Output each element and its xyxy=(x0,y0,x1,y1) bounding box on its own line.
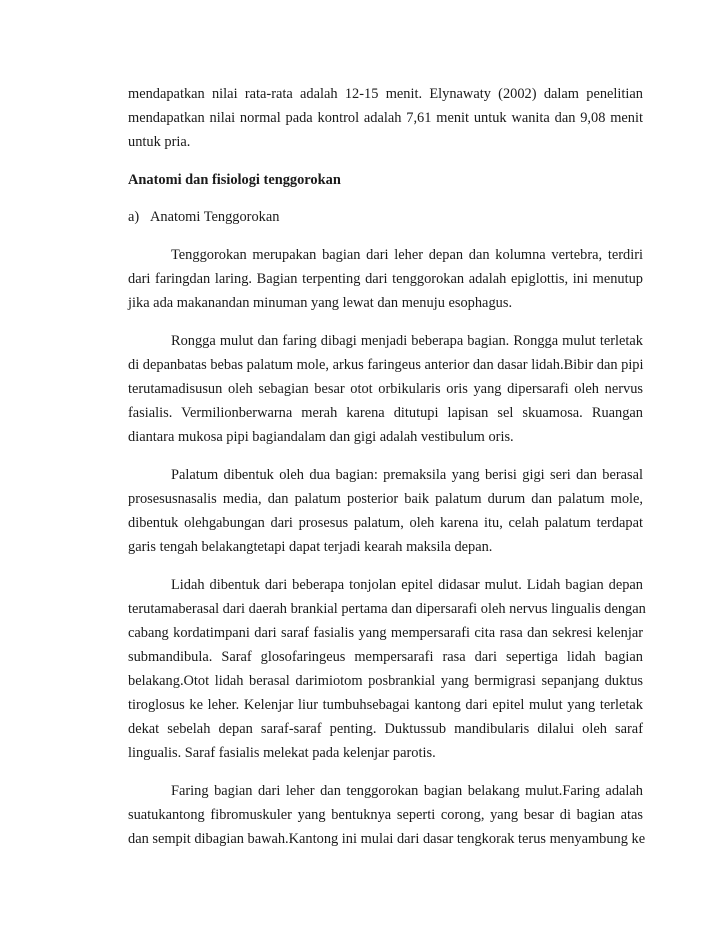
text-line: diantara mukosa pipi bagiandalam dan gigi adalah vestibulum oris. xyxy=(128,429,514,446)
subsection-title: Anatomi Tenggorokan xyxy=(150,209,280,226)
subsection-heading xyxy=(128,205,643,229)
paragraph-lidah xyxy=(128,573,646,766)
section-heading: Anatomi dan fisiologi tenggorokan xyxy=(128,171,341,188)
text-line: untuk pria. xyxy=(128,134,191,151)
text-line: submandibula. Saraf glosofaringeus mempersarafi rasa dari sepertiga lidah bagian xyxy=(128,648,643,665)
text-line: dibentuk olehgabungan dari prosesus palatum, oleh karena itu, celah palatum terdapat xyxy=(128,514,643,531)
text-line: tiroglosus ke leher. Kelenjar liur tumbuhsebagai kantong dari epitel mulut yang terletak xyxy=(128,697,643,714)
text-line: dekat sebelah depan saraf-saraf penting. Duktussub mandibularis dilalui oleh saraf xyxy=(128,721,643,738)
text-line: dan sempit dibagian bawah.Kantong ini mulai dari dasar tengkorak terus menyambung ke xyxy=(128,831,646,848)
text-line: suatukantong fibromuskuler yang bentuknya seperti corong, yang besar di bagian atas xyxy=(128,806,643,823)
text-line: mendapatkan nilai normal pada kontrol adalah 7,61 menit untuk wanita dan 9,08 menit xyxy=(128,110,643,127)
text-line: cabang kordatimpani dari saraf fasialis yang mempersarafi cita rasa dan sekresi kelenjar xyxy=(128,624,643,641)
text-line: di depanbatas bebas palatum mole, arkus faringeus anterior dan dasar lidah.Bibir dan pipi xyxy=(128,356,644,373)
list-marker: a) xyxy=(128,209,140,226)
paragraph-faring xyxy=(128,779,646,851)
text-line: belakang.Otot lidah berasal darimiotom posbrankial yang bermigrasi sepanjang duktus xyxy=(128,672,643,689)
text-line: Faring bagian dari leher dan tenggorokan bagian belakang mulut.Faring adalah xyxy=(171,782,643,799)
text-line: jika ada makanandan minuman yang lewat dan menuju esophagus. xyxy=(128,295,513,312)
text-line: garis tengah belakangtetapi dapat terjadi kearah maksila depan. xyxy=(128,539,493,555)
text-line: terutamadisusun oleh sebagian besar otot orbikularis oris yang dipersarafi oleh nervus xyxy=(128,380,643,397)
text-line: Tenggorokan merupakan bagian dari leher depan dan kolumna vertebra, terdiri xyxy=(171,246,643,263)
text-line: mendapatkan nilai rata-rata adalah 12-15 menit. Elynawaty (2002) dalam penelitian xyxy=(128,86,643,102)
text-line: fasialis. Vermilionberwarna merah karena ditutupi lapisan sel skuamosa. Ruangan xyxy=(128,405,643,422)
text-line: prosesusnasalis media, dan palatum posterior baik palatum durum dan palatum mole, xyxy=(128,490,643,507)
page-body xyxy=(128,82,646,851)
text-line: terutamaberasal dari daerah brankial pertama dan dipersarafi oleh nervus lingualis dengan xyxy=(128,600,646,617)
text-line: Rongga mulut dan faring dibagi menjadi beberapa bagian. Rongga mulut terletak xyxy=(171,332,643,349)
intro-paragraph xyxy=(128,82,643,154)
text-line: dari faringdan laring. Bagian terpenting dari tenggorokan adalah epiglottis, ini menutup xyxy=(128,271,643,288)
text-line: lingualis. Saraf fasialis melekat pada kelenjar parotis. xyxy=(128,745,436,762)
paragraph-tenggorokan xyxy=(128,243,643,315)
paragraph-rongga-mulut xyxy=(128,329,643,449)
text-line: Lidah dibentuk dari beberapa tonjolan epitel didasar mulut. Lidah bagian depan xyxy=(171,576,643,593)
paragraph-palatum xyxy=(128,463,643,559)
text-line: Palatum dibentuk oleh dua bagian: premaksila yang berisi gigi seri dan berasal xyxy=(171,466,643,483)
